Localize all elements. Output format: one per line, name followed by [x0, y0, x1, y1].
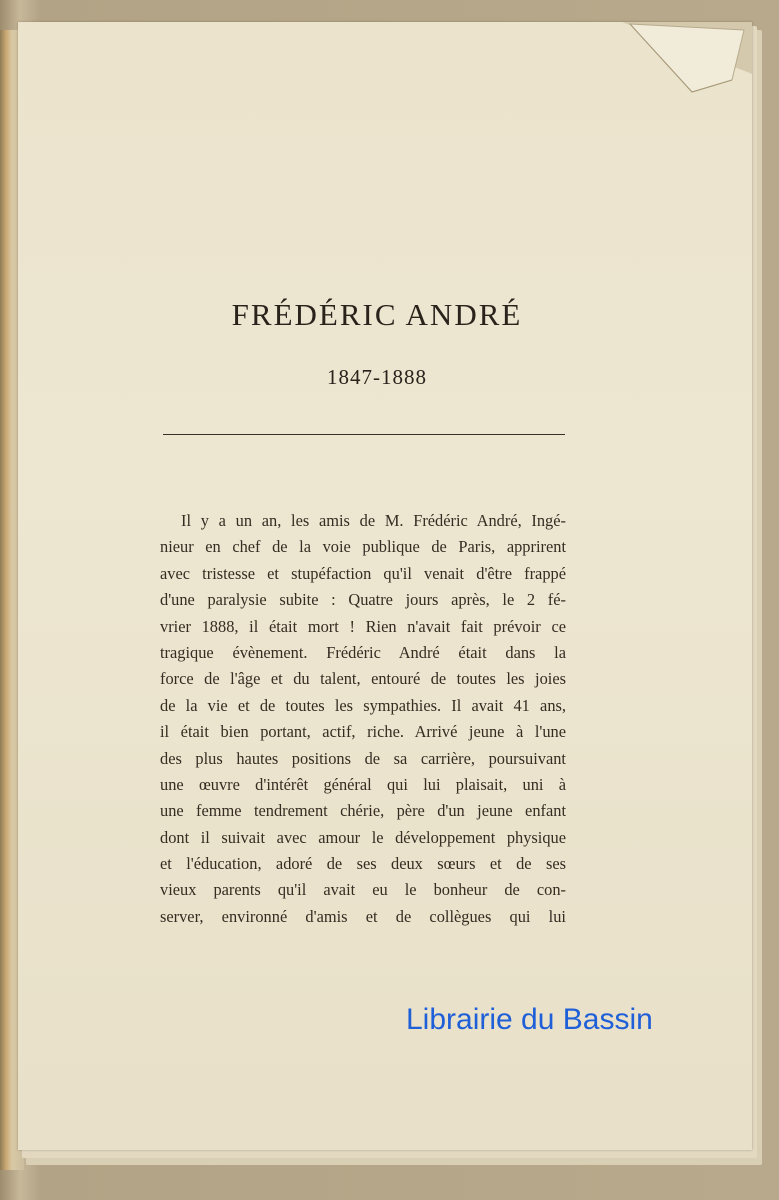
text-line: une femme tendrement chérie, père d'un jeune enfant: [160, 801, 566, 821]
text-line: une œuvre d'intérêt général qui lui plaisait, uni à: [160, 774, 566, 794]
text-line: dont il suivait avec amour le développement physique: [160, 827, 566, 847]
text-line: tragique évènement. Frédéric André était dans la: [160, 642, 566, 662]
text-line: il était bien portant, actif, riche. Arrivé jeune à l'une: [160, 722, 566, 742]
text-line: server, environné d'amis et de collègues qui lui: [160, 906, 566, 926]
title-divider: [163, 434, 565, 435]
text-line: et l'éducation, adoré de ses deux sœurs et de ses: [160, 854, 566, 874]
text-line: vieux parents qu'il avait eu le bonheur de con-: [160, 880, 566, 900]
text-line: nieur en chef de la voie publique de Paris, apprirent: [160, 537, 566, 557]
text-line: vrier 1888, il était mort ! Rien n'avait fait prévoir ce: [160, 616, 566, 636]
document-page: [18, 22, 752, 1150]
text-line: de la vie et de toutes les sympathies. Il avait 41 ans,: [160, 695, 566, 715]
folded-corner: [622, 22, 752, 112]
text-line: force de l'âge et du talent, entouré de toutes les joies: [160, 669, 566, 689]
body-paragraph: [160, 508, 566, 930]
document-title: FRÉDÉRIC ANDRÉ: [231, 297, 523, 332]
text-line: des plus hautes positions de sa carrière, poursuivant: [160, 748, 566, 768]
watermark-text: Librairie du Bassin: [406, 1003, 653, 1036]
text-line: avec tristesse et stupéfaction qu'il venait d'être frappé: [160, 563, 566, 583]
document-years: 1847-1888: [327, 365, 427, 389]
text-line: d'une paralysie subite : Quatre jours après, le 2 fé-: [160, 590, 566, 610]
text-line: Il y a un an, les amis de M. Frédéric André, Ingé-: [181, 511, 566, 530]
